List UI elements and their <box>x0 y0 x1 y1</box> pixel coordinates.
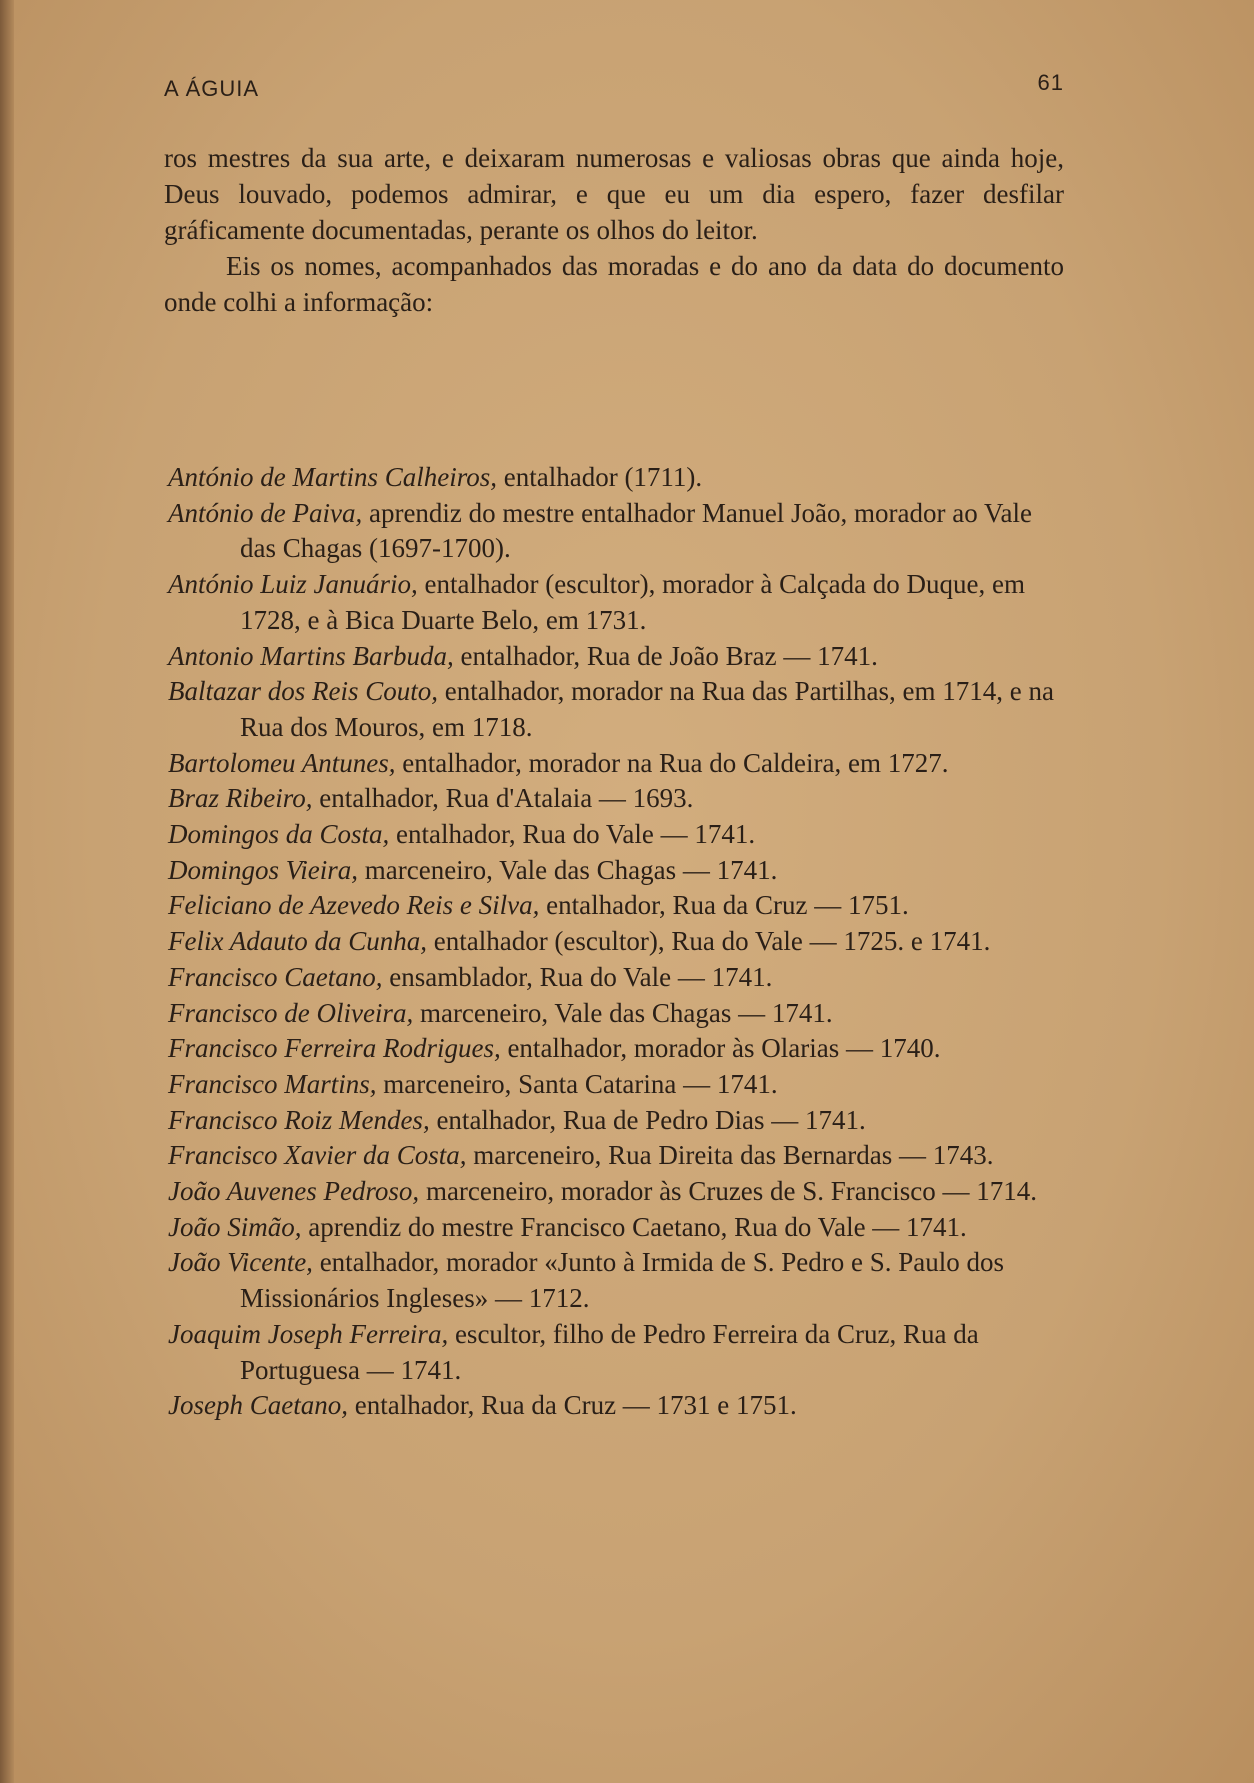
artisan-name: Domingos Vieira, <box>168 854 358 885</box>
artisan-name: Domingos da Costa, <box>168 819 390 850</box>
artisan-entry <box>168 888 1068 924</box>
artisan-details: entalhador, Rua d'Atalaia — 1693. <box>312 783 694 814</box>
page-number: 61 <box>1037 70 1064 95</box>
artisan-details: ensamblador, Rua do Vale — 1741. <box>382 961 773 992</box>
artisan-details: entalhador, Rua de João Braz — 1741. <box>453 640 878 671</box>
artisan-entry <box>168 567 1068 638</box>
artisan-entry <box>168 853 1068 889</box>
artisan-name: Francisco Martins, <box>168 1068 377 1099</box>
artisan-details: entalhador, Rua de Pedro Dias — 1741. <box>429 1104 866 1135</box>
artisan-name: António de Martins Calheiros, <box>168 462 497 492</box>
artisan-name: Francisco Caetano, <box>168 961 383 992</box>
artisan-name: António Luiz Januário, <box>168 569 418 600</box>
artisan-entry <box>168 1245 1068 1316</box>
artisan-name: Francisco Ferreira Rodrigues, <box>168 1033 501 1064</box>
artisan-details: entalhador, morador na Rua do Caldeira, em 1727. <box>395 747 949 778</box>
artisan-name: João Vicente, <box>168 1247 313 1278</box>
artisan-entry <box>168 1031 1068 1067</box>
artisan-entry <box>168 924 1068 960</box>
artisan-details: entalhador, morador «Junto à Irmida de S. Pedro e S. Paulo dos Missionários Ingleses» — 1712. <box>240 1247 1004 1314</box>
artisan-details: aprendiz do mestre entalhador Manuel João, morador ao Vale das Chagas (1697-1700). <box>240 497 1032 564</box>
artisan-details: marceneiro, morador às Cruzes de S. Francisco — 1714. <box>419 1176 1038 1207</box>
page-binding-edge <box>0 0 14 1783</box>
intro-paragraph: ros mestres da sua arte, e deixaram numerosas e valiosas obras que ainda hoje, Deus louvado, podemos admirar, e que eu um dia espero, fazer desfilar gráficamente documentadas, perante os olhos do leitor. <box>164 143 1064 245</box>
artisan-entry <box>168 639 1068 675</box>
artisan-entry <box>168 674 1068 745</box>
artisan-details: entalhador, Rua da Cruz — 1751. <box>539 890 909 921</box>
artisan-name: Francisco Xavier da Costa, <box>168 1140 467 1171</box>
artisan-name: Francisco Roiz Mendes, <box>168 1104 430 1135</box>
artisan-name: Baltazar dos Reis Couto, <box>168 676 439 707</box>
artisan-details: marceneiro, Vale das Chagas — 1741. <box>413 997 833 1028</box>
artisan-name: Braz Ribeiro, <box>168 783 313 814</box>
artisan-entry <box>168 1388 1068 1424</box>
journal-title: A ÁGUIA <box>164 76 260 101</box>
artisan-entry <box>168 996 1068 1032</box>
artisan-details: entalhador, Rua da Cruz — 1731 e 1751. <box>347 1390 797 1421</box>
artisan-details: marceneiro, Vale das Chagas — 1741. <box>358 854 778 885</box>
artisan-list <box>168 460 1068 1424</box>
artisan-details: entalhador, Rua do Vale — 1741. <box>389 819 756 850</box>
artisan-entry <box>168 1138 1068 1174</box>
artisan-details: entalhador (1711). <box>497 462 703 492</box>
running-header <box>164 70 1064 110</box>
artisan-entry <box>168 1210 1068 1246</box>
artisan-details: marceneiro, Santa Catarina — 1741. <box>376 1068 778 1099</box>
artisan-details: entalhador (escultor), morador à Calçada do Duque, em 1728, e à Bica Duarte Belo, em 1731. <box>240 569 1026 635</box>
artisan-name: Feliciano de Azevedo Reis e Silva, <box>168 890 540 921</box>
artisan-details: entalhador, morador às Olarias — 1740. <box>500 1033 941 1064</box>
artisan-name: Antonio Martins Barbuda, <box>168 640 454 671</box>
artisan-details: entalhador (escultor), Rua do Vale — 1725. e 1741. <box>426 926 991 957</box>
artisan-details: marceneiro, Rua Direita das Bernardas — 1743. <box>466 1140 994 1171</box>
artisan-name: António de Paiva, <box>168 497 363 528</box>
artisan-details: escultor, filho de Pedro Ferreira da Cruz, Rua da Portuguesa — 1741. <box>240 1318 979 1385</box>
artisan-entry <box>168 496 1068 567</box>
artisan-entry <box>168 746 1068 782</box>
artisan-name: Bartolomeu Antunes, <box>168 747 396 778</box>
artisan-name: Joseph Caetano, <box>168 1390 348 1421</box>
artisan-details: aprendiz do mestre Francisco Caetano, Rua do Vale — 1741. <box>301 1211 967 1242</box>
intro-paragraph: Eis os nomes, acompanhados das moradas e do ano da data do documento onde colhi a informação: <box>164 251 1064 317</box>
artisan-name: João Simão, <box>168 1211 302 1242</box>
artisan-entry <box>168 781 1068 817</box>
intro-text <box>164 140 1064 320</box>
artisan-entry <box>168 460 1068 496</box>
artisan-entry <box>168 1067 1068 1103</box>
artisan-name: João Auvenes Pedroso, <box>168 1176 420 1207</box>
artisan-entry <box>168 1174 1068 1210</box>
artisan-details: entalhador, morador na Rua das Partilhas, em 1714, e na Rua dos Mouros, em 1718. <box>240 676 1055 742</box>
artisan-name: Francisco de Oliveira, <box>168 997 414 1028</box>
artisan-entry <box>168 960 1068 996</box>
artisan-name: Felix Adauto da Cunha, <box>168 926 427 957</box>
artisan-entry <box>168 1103 1068 1139</box>
artisan-name: Joaquim Joseph Ferreira, <box>168 1318 449 1349</box>
artisan-entry <box>168 817 1068 853</box>
book-page <box>140 60 1090 1740</box>
artisan-entry <box>168 1317 1068 1388</box>
